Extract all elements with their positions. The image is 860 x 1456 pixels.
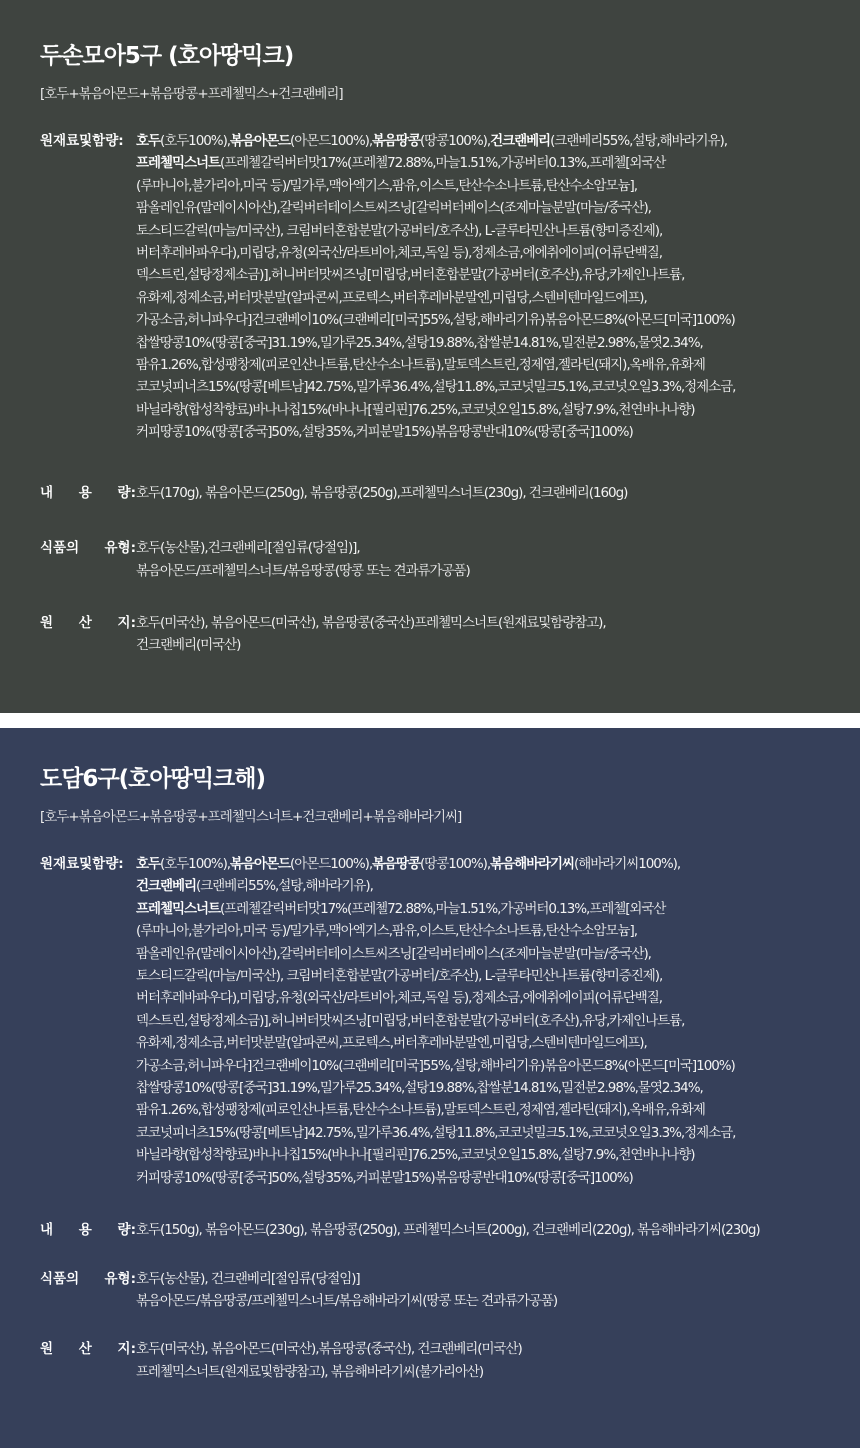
origin-text: 호두(미국산), 볶음아몬드(미국산), 볶음땅콩(중국산)프레첼믹스너트(원재료및함량참고), 건크랜베리(미국산) [136,614,606,654]
food-type-text: 호두(농산물), 건크랜베리[절임류(당절임)] 볶음아몬드/볶음땅콩/프레첼믹스너트/볶음해바라기씨(땅콩 또는 견과류가공품) [136,1270,558,1309]
origin-row [40,612,840,657]
origin-row [40,1338,840,1383]
net-amount-row [40,482,840,504]
ingredients-row [40,130,840,444]
ingredients-line: 가공소금,허니파우다]건크랜베이10%(크랜베리[미국]55%,설탕,해바리기유)볶음아몬드8%(아몬드[미국]100%) [136,312,735,329]
food-type-text: 호두(농산물),건크랜베리[절임류(당절임)], 볶음아몬드/프레첼믹스너트/볶음땅콩(땅콩 또는 견과류가공품) [136,540,470,579]
ingredient-name: 호두 [136,856,160,872]
ingredients-line: 바닐라향(합성착향료)바나나칩15%(바나나[필리핀]76.25%,코코넛오일15.8%,설탕7.9%,천연바나나향) [136,1147,695,1164]
product-panel-dodam [0,728,860,1448]
ingredients-line: 프레첼믹스너트(프레첼갈릭버터맛17%(프레첼72.88%,마늘1.51%,가공버터0.13%,프레첼[외국산 [136,155,666,172]
ingredients-text [136,853,840,1189]
ingredient-name: 프레첼믹스너트 [136,155,220,172]
net-amount-text: 호두(150g), 볶음아몬드(230g), 볶음땅콩(250g), 프레첼믹스너트(200g), 건크랜베리(220g), 볶음해바라기씨(230g) [136,1222,760,1239]
product-title: 도담6구(호아땅믹크해) [40,766,265,792]
ingredients-line: 팜올레인유(말레이시아산),갈릭버터테이스트씨즈닝[갈릭버터베이스(조제마늘분말(마늘/중국산), [136,200,651,217]
ingredients-line: 버터후레바파우다),미립당,유청(외국산/라트비아,체코,독일 등),정제소금,에에취에이피(어류단백질, [136,990,662,1007]
food-type-label: 식품의 유형: [40,1270,136,1287]
ingredients-label: 원재료및함량: [40,133,124,149]
ingredients-line: 바닐라향(합성착향료)바나나칩15%(바나나[필리핀]76.25%,코코넛오일15.8%,설탕7.9%,천연바나나향) [136,401,695,418]
ingredients-line: 코코넛피너츠15%(땅콩[베트남]42.75%,밀가루36.4%,설탕11.8%,코코넛밀크5.1%,코코넛오일3.3%,정제소금, [136,379,736,396]
ingredients-line: 토스티드갈릭(마늘/미국산), 크림버터혼합분말(가공버터/호주산), L-글루타민산나트륨(향미증진제), [136,968,663,985]
ingredients-label: 원재료및함량: [40,856,124,872]
origin-text: 호두(미국산), 볶음아몬드(미국산),볶음땅콩(중국산), 건크랜베리(미국산) 프레첼믹스너트(원재료및함량참고), 볶음해바라기씨(불가리아산) [136,1341,522,1380]
net-amount-text: 호두(170g), 볶음아몬드(250g), 볶음땅콩(250g),프레첼믹스너트(230g), 건크랜베리(160g) [136,484,628,501]
ingredients-line: (루마니아,불가리아,미국 등)/밀가루,맥아엑기스,팜유,이스트,탄산수소나트륨,탄산수소암모늄], [136,923,637,940]
ingredients-line: (루마니아,불가리아,미국 등)/밀가루,맥아엑기스,팜유,이스트,탄산수소나트륨,탄산수소암모늄], [136,177,637,194]
product-panel-dosonmoa [0,0,860,713]
ingredients-line: 찹쌀땅콩10%(땅콩[중국]31.19%,밀가루25.34%,설탕19.88%,찹쌀분14.81%,밀전분2.98%,물엿2.34%, [136,1080,703,1097]
ingredients-line: 가공소금,허니파우다]건크랜베이10%(크랜베리[미국]55%,설탕,해바리기유)볶음아몬드8%(아몬드[미국]100%) [136,1057,735,1074]
ingredients-line: 프레첼믹스너트(프레첼갈릭버터맛17%(프레첼72.88%,마늘1.51%,가공버터0.13%,프레첼[외국산 [136,900,666,917]
net-amount-row [40,1219,840,1241]
ingredients-line: 버터후레바파우다),미립당,유청(외국산/라트비아,체코,독일 등),정제소금,에에취에이피(어류단백질, [136,245,662,262]
ingredients-line: 팜유1.26%,합성팽창제(피로인산나트륨,탄산수소나트륨),말토덱스트린,정제염,젤라틴(돼지),옥배유,유화제 [136,357,705,374]
food-type-label: 식품의 유형: [40,540,136,557]
ingredients-line: 코코넛피너츠15%(땅콩[베트남]42.75%,밀가루36.4%,설탕11.8%,코코넛밀크5.1%,코코넛오일3.3%,정제소금, [136,1124,736,1141]
ingredients-line: 덱스트린,설탕정제소금)],허니버터맛씨즈닝[미립당,버터혼합분말(가공버터(호주산),유당,카제인나트륨, [136,1012,685,1029]
ingredient-name: 건크랜베리 [490,133,551,149]
origin-label: 원 산 지: [40,1341,136,1358]
ingredients-line: 유화제,정제소금,버터맛분말(알파콘씨,프로텍스,버터후레바분말엔,미립당,스텐비텐마일드에프), [136,1035,647,1052]
ingredient-name: 건크랜베리 [136,878,196,895]
ingredient-name: 볶음해바라기씨 [490,856,575,872]
food-type-row [40,537,840,582]
net-amount-label: 내 용 량: [40,484,136,501]
ingredients-text [136,130,840,444]
ingredients-line: 덱스트린,설탕정제소금)],허니버터맛씨즈닝[미립당,버터혼합분말(가공버터(호주산),유당,카제인나트륨, [136,267,685,284]
ingredients-row [40,853,840,1189]
ingredients-line: 토스티드갈릭(마늘/미국산), 크림버터혼합분말(가공버터/호주산), L-글루타민산나트륨(향미증진제), [136,222,663,239]
origin-label: 원 산 지: [40,614,136,631]
food-type-row [40,1268,840,1313]
net-amount-label: 내 용 량: [40,1222,136,1239]
ingredient-name: 프레첼믹스너트 [136,900,220,917]
ingredient-name: 호두 [136,133,160,149]
ingredients-line: 호두(호두100%),볶음아몬드(아몬드100%),볶음땅콩(땅콩100%),볶음해바라기씨(해바라기씨100%), [136,856,681,872]
product-composition: [호두+볶음아몬드+볶음땅콩+프레첼믹스너트+건크랜베리+볶음해바라기씨] [40,809,462,825]
ingredients-line: 건크랜베리(크랜베리55%,설탕,해바라기유), [136,878,373,895]
ingredients-line: 팜유1.26%,합성팽창제(피로인산나트륨,탄산수소나트륨),말토덱스트린,정제염,젤라틴(돼지),옥배유,유화제 [136,1102,705,1119]
ingredient-name: 볶음땅콩 [372,856,421,872]
ingredients-line: 커피땅콩10%(땅콩[중국]50%,설탕35%,커피분말15%)볶음땅콩반대10%(땅콩[중국]100%) [136,1169,633,1186]
ingredients-line: 호두(호두100%),볶음아몬드(아몬드100%),볶음땅콩(땅콩100%),건크랜베리(크랜베리55%,설탕,해바라기유), [136,133,727,149]
product-composition: [호두+볶음아몬드+볶음땅콩+프레첼믹스+건크랜베리] [40,86,343,102]
ingredient-name: 볶음아몬드 [230,856,291,872]
ingredient-name: 볶음아몬드 [230,133,291,149]
ingredient-name: 볶음땅콩 [372,133,421,149]
ingredients-line: 유화제,정제소금,버터맛분말(알파콘씨,프로텍스,버터후레바분말엔,미립당,스텐비텐마일드에프), [136,289,647,306]
product-title: 두손모아5구 (호아땅믹크) [40,43,294,69]
ingredients-line: 커피땅콩10%(땅콩[중국]50%,설탕35%,커피분말15%)볶음땅콩반대10%(땅콩[중국]100%) [136,424,633,441]
ingredients-line: 팜올레인유(말레이시아산),갈릭버터테이스트씨즈닝[갈릭버터베이스(조제마늘분말(마늘/중국산), [136,945,651,962]
ingredients-line: 찹쌀땅콩10%(땅콩[중국]31.19%,밀가루25.34%,설탕19.88%,찹쌀분14.81%,밀전분2.98%,물엿2.34%, [136,334,703,351]
